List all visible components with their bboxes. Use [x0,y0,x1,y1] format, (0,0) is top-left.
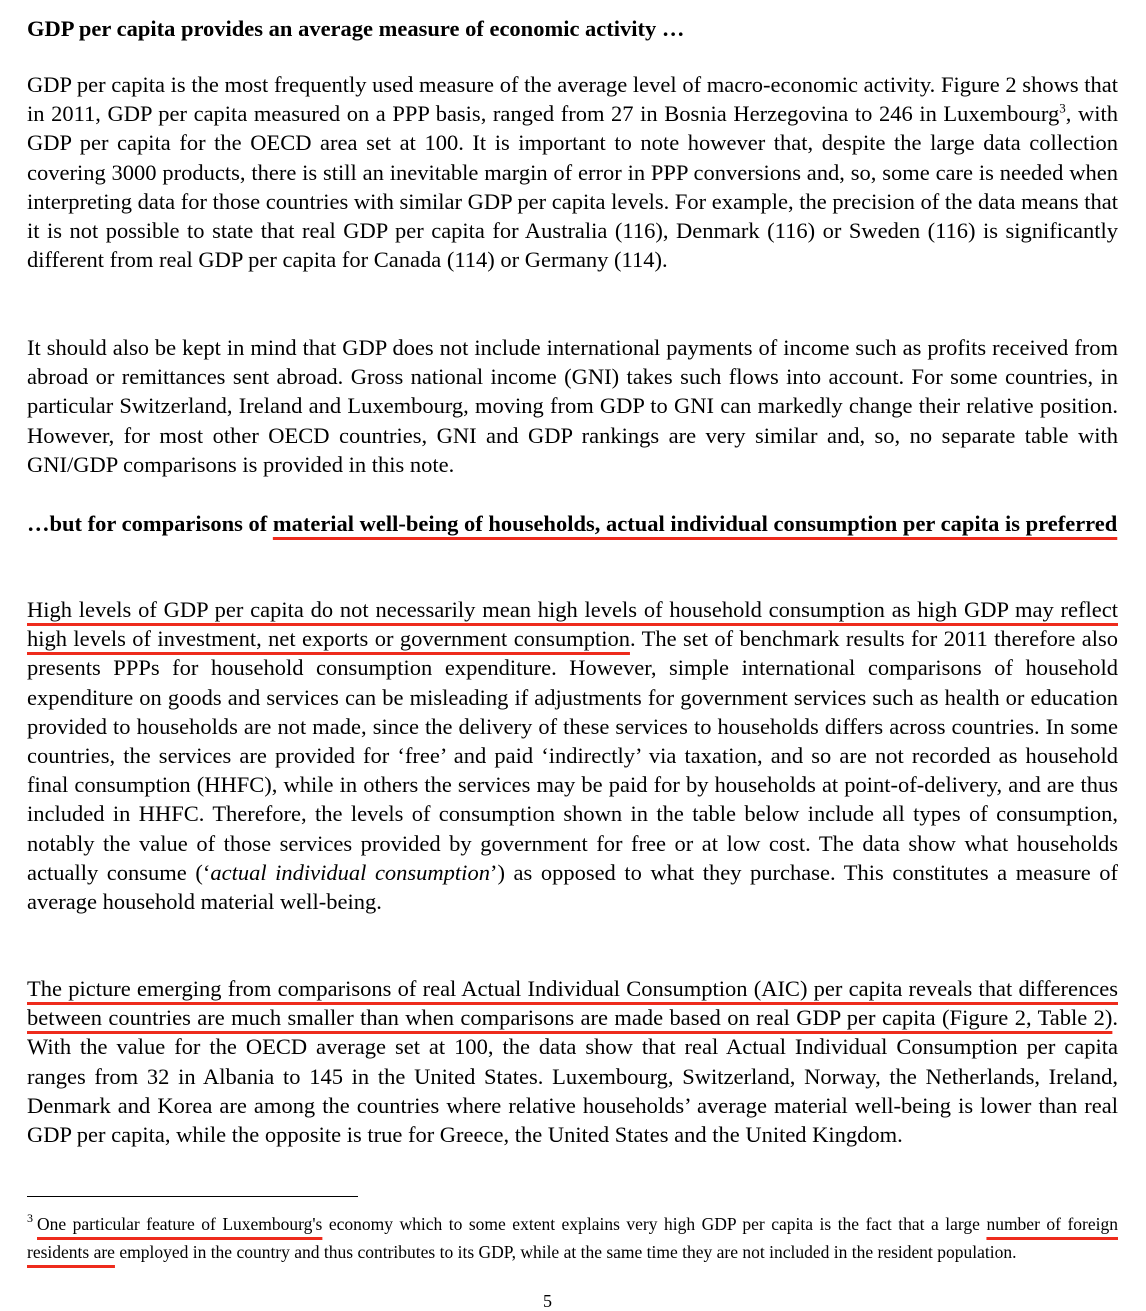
highlighted-text: One particular feature of Luxembourg's [37,1214,323,1234]
paragraph-gni [27,333,1118,479]
paragraph-text: ’) as opposed to what they purchase. This constitutes a measure of average household material well-being. [27,859,1119,915]
highlighted-heading-text: material well-being of households, actual individual consumption per capita is preferred [272,511,1118,536]
page-number: 5 [543,1291,552,1311]
section-heading-gdp [27,14,1118,43]
paragraph-text: It should also be kept in mind that GDP does not include international payments of income such as profits received from abroad or remittances sent abroad. Gross national income (GNI) takes such flows into account. For some countries, in particular Switzerland, Ireland and Luxembourg, moving from GDP to GNI can markedly change their relative position. However, for most other OECD countries, GNI and GDP rankings are very similar and, so, no separate table with GNI/GDP comparisons is provided in this note. [27,335,1118,477]
highlighted-text: The picture emerging from comparisons of real Actual Individual Consumption (AIC) per capita reveals that differences between countries are much smaller than when comparisons are made based on real GDP per capita (Figure 2, Table 2) [27,976,1118,1031]
paragraph-text: . The set of benchmark results for 2011 therefore also presents PPPs for household consumption expenditure. However, simple international comparisons of household expenditure on goods and services can be misleading if adjustments for government services such as health or education provided to households are not made, since the delivery of these services to households differs across countries. In some countries, the services are provided for ‘free’ and paid ‘indirectly’ via taxation, and so are not recorded as household final consumption (HHFC), while in others the services may be paid for by households at point-of-delivery, and are thus included in HHFC. Therefore, the levels of consumption shown in the table below include all types of consumption, notably the value of those services provided by government for free or at low cost. The data show what households actually consume (‘ [27,626,1118,885]
paragraph-household-consumption [27,595,1118,916]
highlighted-text: number of foreign residents are [27,1214,1118,1262]
italic-term: actual individual consumption [210,859,490,885]
footnote [27,1210,1118,1266]
heading-text: …but for comparisons of [27,511,273,536]
paragraph-text: . With the value for the OECD average set at 100, the data show that real Actual Individual Consumption per capita ranges from 32 in Albania to 145 in the United States. Luxembourg, Switzerland, Norway, the Netherlands, Ireland, Denmark and Korea are among the countries where relative households’ average material well-being is lower than real GDP per capita, while the opposite is true for Greece, the United States and the United Kingdom. [27,1005,1118,1148]
section-heading-aic [27,509,1118,538]
paragraph-text: , with GDP per capita for the OECD area set at 100. It is important to note however that, despite the large data collection covering 3000 products, there is still an inevitable margin of error in PPP conversions and, so, some care is needed when interpreting data for those countries with similar GDP per capita levels. For example, the precision of the data means that it is not possible to state that real GDP per capita for Australia (116), Denmark (116) or Sweden (116) is significantly different from real GDP per capita for Canada (114) or Germany (114). [27,101,1118,273]
highlighted-text: High levels of GDP per capita do not necessarily mean high levels of household consumption as high GDP may reflect high levels of investment, net exports or government consumption [27,597,1118,652]
heading-text: GDP per capita provides an average measure of economic activity … [27,16,685,41]
paragraph-gdp-per-capita [27,70,1118,274]
paragraph-text: GDP per capita is the most frequently used measure of the average level of macro-economic activity. Figure 2 shows that in 2011, GDP per capita measured on a PPP basis, ranged from 27 in Bosnia Herzegovina to 246 in Luxembourg [27,72,1118,127]
footnote-marker: 3 [27,1211,33,1225]
footnote-text: economy which to some extent explains very high GDP per capita is the fact that a large [322,1214,987,1234]
footnote-reference[interactable]: 3 [1059,100,1066,116]
footnote-divider [27,1196,358,1197]
paragraph-aic-comparison [27,974,1118,1149]
footnote-text: employed in the country and thus contributes to its GDP, while at the same time they are not included in the resident population. [114,1242,1017,1262]
